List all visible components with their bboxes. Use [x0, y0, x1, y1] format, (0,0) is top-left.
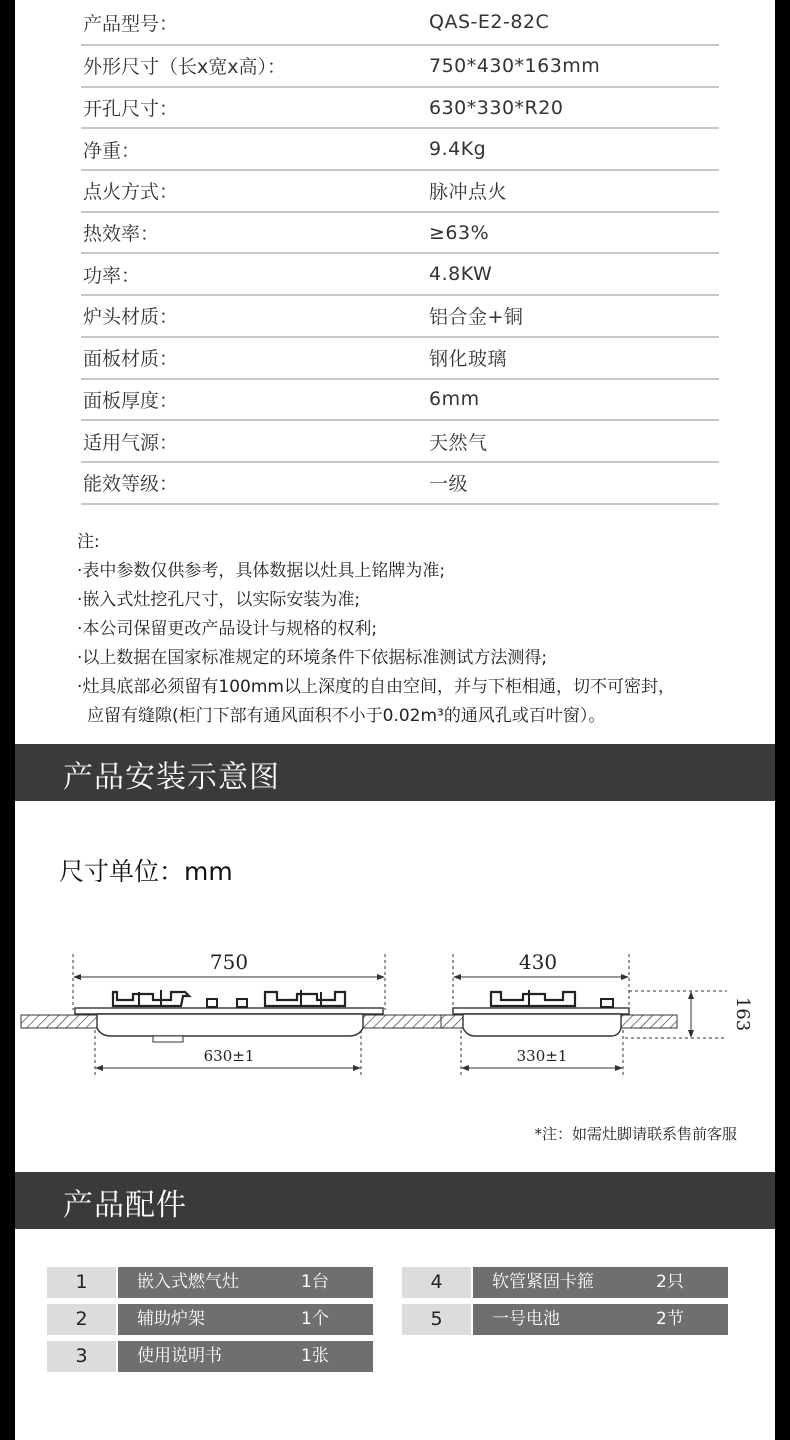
note-line: 应留有缝隙(柜门下部有通风面积不小于0.02m³的通风孔或百叶窗）。	[87, 706, 606, 726]
notes-block	[77, 528, 767, 731]
arrow-icon	[688, 1030, 694, 1038]
spec-row-model	[81, 0, 719, 46]
accessory-qty: 2只	[656, 1267, 728, 1298]
accessory-number: 4	[402, 1267, 471, 1298]
arrow-icon	[621, 974, 629, 980]
spec-row-weight	[81, 129, 719, 171]
front-view	[21, 950, 441, 1078]
spec-value: 脉冲点火	[429, 181, 508, 204]
accessory-number: 2	[47, 1304, 116, 1335]
accessory-name: 使用说明书	[118, 1341, 301, 1372]
pan-support-icon	[491, 992, 575, 1006]
spec-row-efficiency	[81, 213, 719, 255]
accessory-row	[47, 1267, 373, 1298]
spec-value: 630*330*R20	[429, 96, 564, 119]
spec-label: 点火方式：	[83, 181, 179, 204]
knob-icon	[207, 999, 217, 1007]
spec-row-cutout	[81, 88, 719, 130]
arrow-icon	[95, 1065, 103, 1071]
arrow-icon	[615, 1065, 623, 1071]
arrow-icon	[688, 991, 694, 999]
pan-support-icon	[265, 992, 345, 1006]
installation-diagram	[15, 930, 775, 1120]
countertop	[363, 1015, 441, 1028]
glass-panel	[75, 1008, 383, 1014]
spec-row-power	[81, 254, 719, 296]
arrow-icon	[377, 974, 385, 980]
spec-table	[81, 0, 719, 505]
note-line: ·表中参数仅供参考，具体数据以灶具上铭牌为准;	[77, 561, 446, 581]
spec-label: 炉头材质：	[83, 306, 179, 329]
spec-value: 6mm	[429, 388, 480, 411]
accessories-section-header	[15, 1172, 775, 1229]
spec-value: 一级	[429, 473, 469, 496]
knob-icon	[601, 999, 613, 1007]
spec-value: 750*430*163mm	[429, 54, 601, 77]
spec-row-panel-thickness	[81, 380, 719, 422]
accessory-row	[47, 1341, 373, 1372]
spec-label: 能效等级：	[83, 473, 179, 496]
spec-row-dimensions	[81, 46, 719, 88]
glass-panel	[453, 1008, 629, 1014]
dim-width-text: 430	[518, 950, 558, 974]
spec-label: 产品型号：	[83, 12, 179, 35]
accessory-row	[47, 1304, 373, 1335]
accessory-number: 1	[47, 1267, 116, 1298]
note-line: ·灶具底部必须留有100mm以上深度的自由空间，并与下柜相通，切不可密封，	[77, 677, 675, 697]
spec-value: 铝合金+铜	[429, 306, 524, 329]
accessory-qty: 1个	[301, 1304, 373, 1335]
spec-row-burner-material	[81, 296, 719, 338]
dim-cutout-length-text: 630±1	[203, 1047, 255, 1065]
spec-row-panel-material	[81, 338, 719, 380]
unit-label: 尺寸单位：mm	[59, 857, 233, 886]
side-view	[441, 950, 753, 1078]
spec-label: 开孔尺寸：	[83, 98, 179, 121]
notes-title: 注:	[77, 532, 100, 552]
accessory-number: 3	[47, 1341, 116, 1372]
dim-height-text: 163	[732, 996, 753, 1032]
note-line: ·以上数据在国家标准规定的环境条件下依据标准测试方法测得;	[77, 648, 548, 668]
spec-label: 功率：	[83, 264, 141, 287]
spec-value: QAS-E2-82C	[429, 11, 550, 33]
spec-label: 净重：	[83, 139, 141, 162]
arrow-icon	[461, 1065, 469, 1071]
accessory-qty: 2节	[656, 1304, 728, 1335]
accessory-row	[402, 1304, 728, 1335]
countertop	[21, 1015, 97, 1028]
accessory-number: 5	[402, 1304, 471, 1335]
hob-body	[463, 1014, 621, 1036]
spec-row-gas-source	[81, 421, 719, 463]
spec-label: 面板厚度：	[83, 389, 179, 412]
install-section-header	[15, 744, 775, 801]
hob-part	[153, 1036, 183, 1042]
spec-row-ignition	[81, 171, 719, 213]
accessory-qty: 1张	[301, 1341, 373, 1372]
note-line: ·本公司保留更改产品设计与规格的权利;	[77, 619, 378, 639]
dim-length-text: 750	[209, 950, 249, 974]
spec-value: ≥63%	[429, 221, 490, 244]
spec-value: 天然气	[429, 431, 488, 454]
dim-cutout-width-text: 330±1	[516, 1047, 568, 1065]
spec-label: 适用气源：	[83, 431, 179, 454]
knob-icon	[237, 999, 247, 1007]
product-spec-page	[15, 0, 775, 1440]
spec-value: 4.8KW	[429, 263, 493, 286]
note-line: ·嵌入式灶挖孔尺寸，以实际安装为准;	[77, 590, 361, 610]
accessory-name: 一号电池	[473, 1304, 656, 1335]
accessories-section-title: 产品配件	[63, 1188, 187, 1223]
arrow-icon	[353, 1065, 361, 1071]
countertop	[621, 1015, 677, 1028]
spec-label: 热效率：	[83, 223, 160, 246]
spec-value: 9.4Kg	[429, 138, 487, 161]
pan-support-icon	[113, 992, 189, 1006]
spec-label: 面板材质：	[83, 348, 179, 371]
accessory-qty: 1台	[301, 1267, 373, 1298]
accessory-row	[402, 1267, 728, 1298]
arrow-icon	[73, 974, 81, 980]
install-section-title: 产品安装示意图	[63, 760, 280, 795]
spec-value: 钢化玻璃	[429, 348, 508, 371]
spec-label: 外形尺寸（长x宽x高）：	[83, 56, 286, 79]
accessory-name: 辅助炉架	[118, 1304, 301, 1335]
accessory-name: 软管紧固卡箍	[473, 1267, 656, 1298]
accessory-name: 嵌入式燃气灶	[118, 1267, 301, 1298]
footnote: *注：如需灶脚请联系售前客服	[534, 1125, 737, 1143]
countertop	[441, 1015, 463, 1028]
hob-body	[97, 1014, 363, 1036]
arrow-icon	[453, 974, 461, 980]
spec-row-energy-grade	[81, 463, 719, 505]
